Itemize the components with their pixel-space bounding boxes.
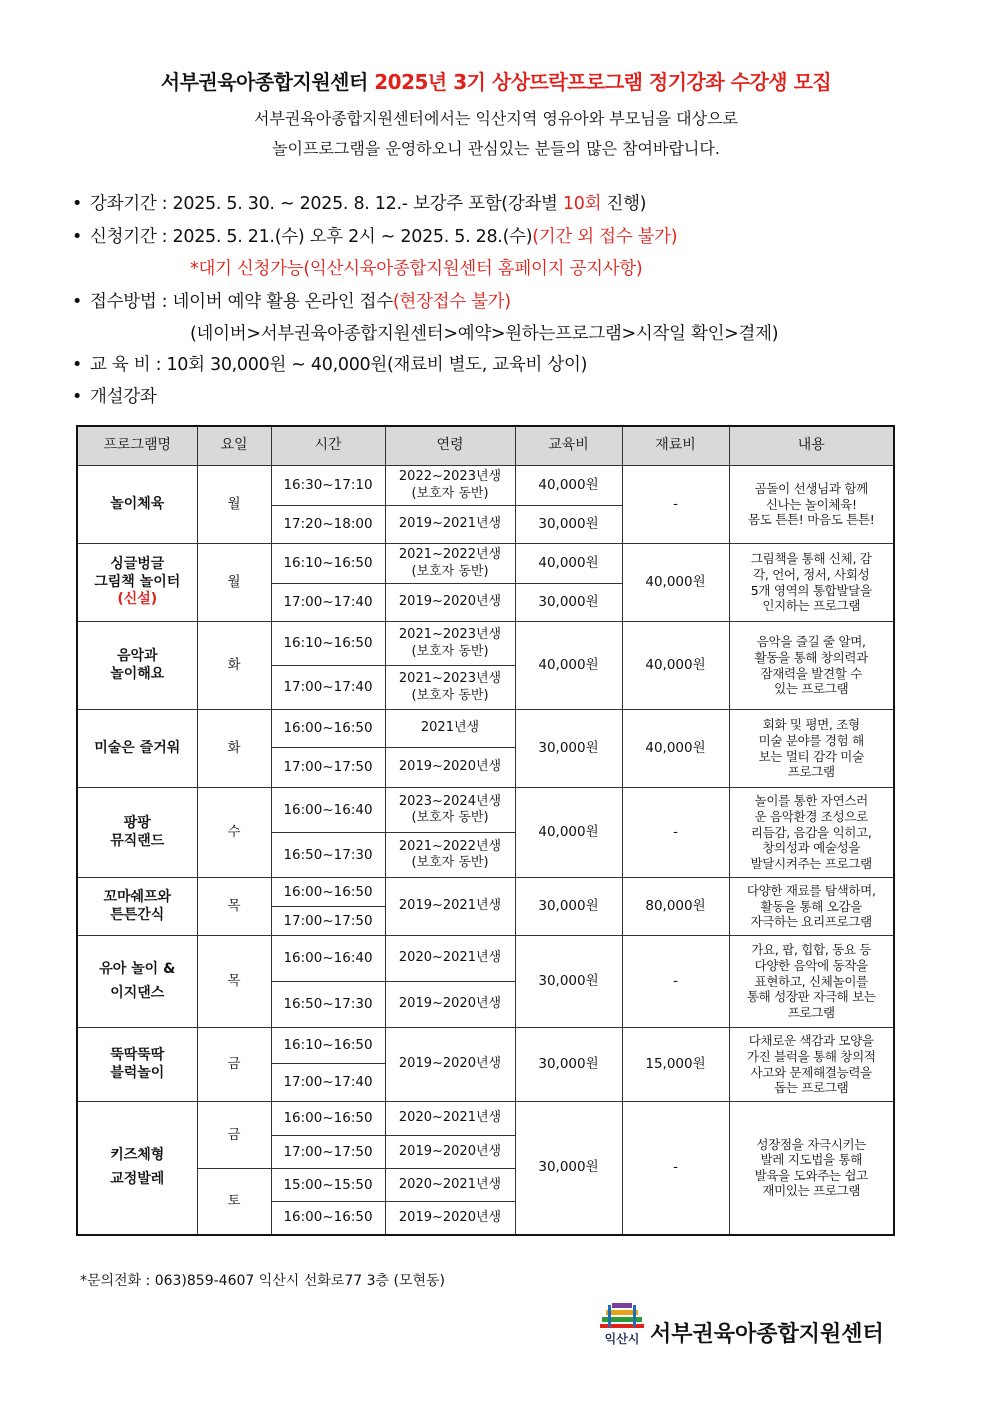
program-time: 17:00~17:40 [271, 666, 385, 710]
program-time: 16:00~16:50 [271, 1202, 385, 1235]
info-path: (네이버>서부권육아종합지원센터>예약>원하는프로그램>시작일 확인>결제) [190, 324, 779, 344]
program-material: - [622, 788, 729, 878]
table-row [77, 936, 894, 982]
program-age: 2023~2024년생 (보호자 동반) [385, 788, 515, 833]
program-time: 16:50~17:30 [271, 982, 385, 1028]
table-row [77, 466, 894, 506]
program-desc: 가요, 팝, 힙합, 동요 등 다양한 음악에 동작을 표현하고, 신체놀이를 통해 성장판 자극해 보는 프로그램 [729, 936, 894, 1028]
program-age: 2019~2020년생 [385, 1028, 515, 1102]
program-time: 16:00~16:50 [271, 710, 385, 748]
program-day: 수 [197, 788, 271, 878]
program-day: 토 [197, 1169, 271, 1235]
program-time: 16:00~16:50 [271, 878, 385, 907]
program-time: 17:00~17:50 [271, 748, 385, 788]
program-time: 16:00~16:40 [271, 936, 385, 982]
program-fee: 40,000원 [515, 622, 622, 710]
program-fee: 40,000원 [515, 788, 622, 878]
program-time: 16:10~16:50 [271, 622, 385, 666]
header-cell: 요일 [197, 426, 271, 466]
header-cell: 재료비 [622, 426, 729, 466]
table-row [77, 710, 894, 748]
program-age: 2019~2020년생 [385, 584, 515, 622]
logo-name: 서부권육아종합지원센터 [650, 1321, 884, 1347]
header-cell: 시간 [271, 426, 385, 466]
program-desc: 성장점을 자극시키는 발레 지도법을 통해 발육을 도와주는 쉽고 재미있는 프로그램 [729, 1102, 894, 1235]
program-day: 월 [197, 466, 271, 544]
program-time: 16:10~16:50 [271, 544, 385, 584]
program-name: 키즈체형 교정발레 [77, 1102, 197, 1235]
info-waitlist: *대기 신청가능(익산시육아종합지원센터 홈페이지 공지사항) [190, 259, 643, 279]
program-age: 2022~2023년생 (보호자 동반) [385, 466, 515, 506]
program-fee: 30,000원 [515, 584, 622, 622]
program-material: 40,000원 [622, 710, 729, 788]
program-day: 화 [197, 622, 271, 710]
program-material: 15,000원 [622, 1028, 729, 1102]
program-age: 2021~2023년생 (보호자 동반) [385, 622, 515, 666]
program-name: 음악과 놀이해요 [77, 622, 197, 710]
schedule-table [76, 425, 895, 1236]
program-desc: 다채로운 색감과 모양을 가진 블럭을 통해 창의적 사고와 문제해결능력을 돕는 프로그램 [729, 1028, 894, 1102]
program-time: 16:10~16:50 [271, 1028, 385, 1064]
program-age: 2019~2020년생 [385, 748, 515, 788]
program-age: 2020~2021년생 [385, 1169, 515, 1202]
program-material: 40,000원 [622, 544, 729, 622]
logo-city: 익산시 [604, 1332, 640, 1346]
info-fee: • 교 육 비 : 10회 30,000원 ~ 40,000원(재료비 별도, 교육비 상이) [72, 355, 588, 375]
program-time: 17:20~18:00 [271, 506, 385, 544]
program-fee: 40,000원 [515, 544, 622, 584]
program-fee: 30,000원 [515, 710, 622, 788]
table-row [77, 878, 894, 907]
program-age: 2019~2021년생 [385, 506, 515, 544]
program-name: 뚝딱뚝딱 블럭놀이 [77, 1028, 197, 1102]
program-time: 17:00~17:40 [271, 584, 385, 622]
program-name: 꼬마쉐프와 튼튼간식 [77, 878, 197, 936]
intro-line-1: 서부권육아종합지원센터에서는 익산지역 영유아와 부모님을 대상으로 [253, 109, 739, 128]
program-fee: 30,000원 [515, 1028, 622, 1102]
program-time: 16:00~16:50 [271, 1102, 385, 1136]
program-desc: 놀이를 통한 자연스러 운 음악환경 조성으로 리듬감, 음감을 익히고, 창의성과 예술성을 발달시켜주는 프로그램 [729, 788, 894, 878]
program-material: - [622, 466, 729, 544]
program-age: 2021~2022년생 (보호자 동반) [385, 544, 515, 584]
program-desc: 다양한 재료를 탐색하며, 활동을 통해 오감을 자극하는 요리프로그램 [729, 878, 894, 936]
program-time: 17:00~17:50 [271, 1136, 385, 1169]
program-age: 2019~2020년생 [385, 1136, 515, 1169]
new-badge: (신설) [117, 591, 158, 608]
program-age: 2021~2022년생 (보호자 동반) [385, 833, 515, 878]
program-material: 40,000원 [622, 622, 729, 710]
program-desc: 곰돌이 선생님과 함께 신나는 놀이체육! 몸도 튼튼! 마음도 튼튼! [729, 466, 894, 544]
program-name: 미술은 즐거워 [77, 710, 197, 788]
page-title: 서부권육아종합지원센터 2025년 3기 상상뜨락프로그램 정기강좌 수강생 모집 [160, 70, 832, 94]
program-age: 2021년생 [385, 710, 515, 748]
program-age: 2021~2023년생 (보호자 동반) [385, 666, 515, 710]
program-day: 월 [197, 544, 271, 622]
table-row [77, 1102, 894, 1136]
program-time: 16:50~17:30 [271, 833, 385, 878]
program-day: 목 [197, 936, 271, 1028]
program-day: 금 [197, 1102, 271, 1169]
schedule-body [77, 466, 894, 1235]
program-material: 80,000원 [622, 878, 729, 936]
header-cell: 내용 [729, 426, 894, 466]
program-day: 목 [197, 878, 271, 936]
program-desc: 회화 및 평면, 조형 미술 분야를 경험 해 보는 멀티 감각 미술 프로그램 [729, 710, 894, 788]
program-fee: 30,000원 [515, 506, 622, 544]
program-desc: 음악을 즐길 줄 알며, 활동을 통해 창의력과 잠재력을 발견할 수 있는 프로그램 [729, 622, 894, 710]
program-name: 유아 놀이 & 이지댄스 [77, 936, 197, 1028]
program-age: 2020~2021년생 [385, 936, 515, 982]
header-cell: 교육비 [515, 426, 622, 466]
header-cell: 연령 [385, 426, 515, 466]
program-fee: 40,000원 [515, 466, 622, 506]
program-fee: 30,000원 [515, 936, 622, 1028]
intro-line-2: 놀이프로그램을 운영하오니 관심있는 분들의 많은 참여바랍니다. [272, 139, 720, 158]
program-time: 16:00~16:40 [271, 788, 385, 833]
program-desc: 그림책을 통해 신체, 감 각, 언어, 정서, 사회성 5개 영역의 통합발달을 인지하는 프로그램 [729, 544, 894, 622]
program-material: - [622, 1102, 729, 1235]
info-period: • 강좌기간 : 2025. 5. 30. ~ 2025. 8. 12.- 보강주 포함(강좌별 10회 진행) [72, 194, 647, 214]
center-logo [598, 1297, 928, 1357]
program-day: 금 [197, 1028, 271, 1102]
program-age: 2019~2020년생 [385, 1202, 515, 1235]
program-day: 화 [197, 710, 271, 788]
program-fee: 30,000원 [515, 1102, 622, 1235]
program-name: 놀이체육 [77, 466, 197, 544]
table-row [77, 622, 894, 666]
program-material: - [622, 936, 729, 1028]
contact-info: *문의전화 : 063)859-4607 익산시 선화로77 3층 (모현동) [80, 1273, 445, 1289]
info-courses: • 개설강좌 [72, 387, 157, 407]
program-fee: 30,000원 [515, 878, 622, 936]
program-name: 싱글벙글 그림책 놀이터 (신설) [77, 544, 197, 622]
program-age: 2019~2020년생 [385, 982, 515, 1028]
program-time: 16:30~17:10 [271, 466, 385, 506]
info-apply: • 신청기간 : 2025. 5. 21.(수) 오후 2시 ~ 2025. 5. 28.(수)(기간 외 접수 불가) [72, 227, 678, 247]
table-header-row [77, 426, 894, 466]
program-name: 팡팡 뮤직랜드 [77, 788, 197, 878]
table-row [77, 1028, 894, 1064]
header-cell: 프로그램명 [77, 426, 197, 466]
info-method: • 접수방법 : 네이버 예약 활용 온라인 접수(현장접수 불가) [72, 292, 511, 312]
program-time: 17:00~17:40 [271, 1064, 385, 1102]
program-age: 2019~2021년생 [385, 878, 515, 936]
table-row [77, 544, 894, 584]
program-time: 15:00~15:50 [271, 1169, 385, 1202]
program-age: 2020~2021년생 [385, 1102, 515, 1136]
program-time: 17:00~17:50 [271, 907, 385, 936]
table-row [77, 788, 894, 833]
